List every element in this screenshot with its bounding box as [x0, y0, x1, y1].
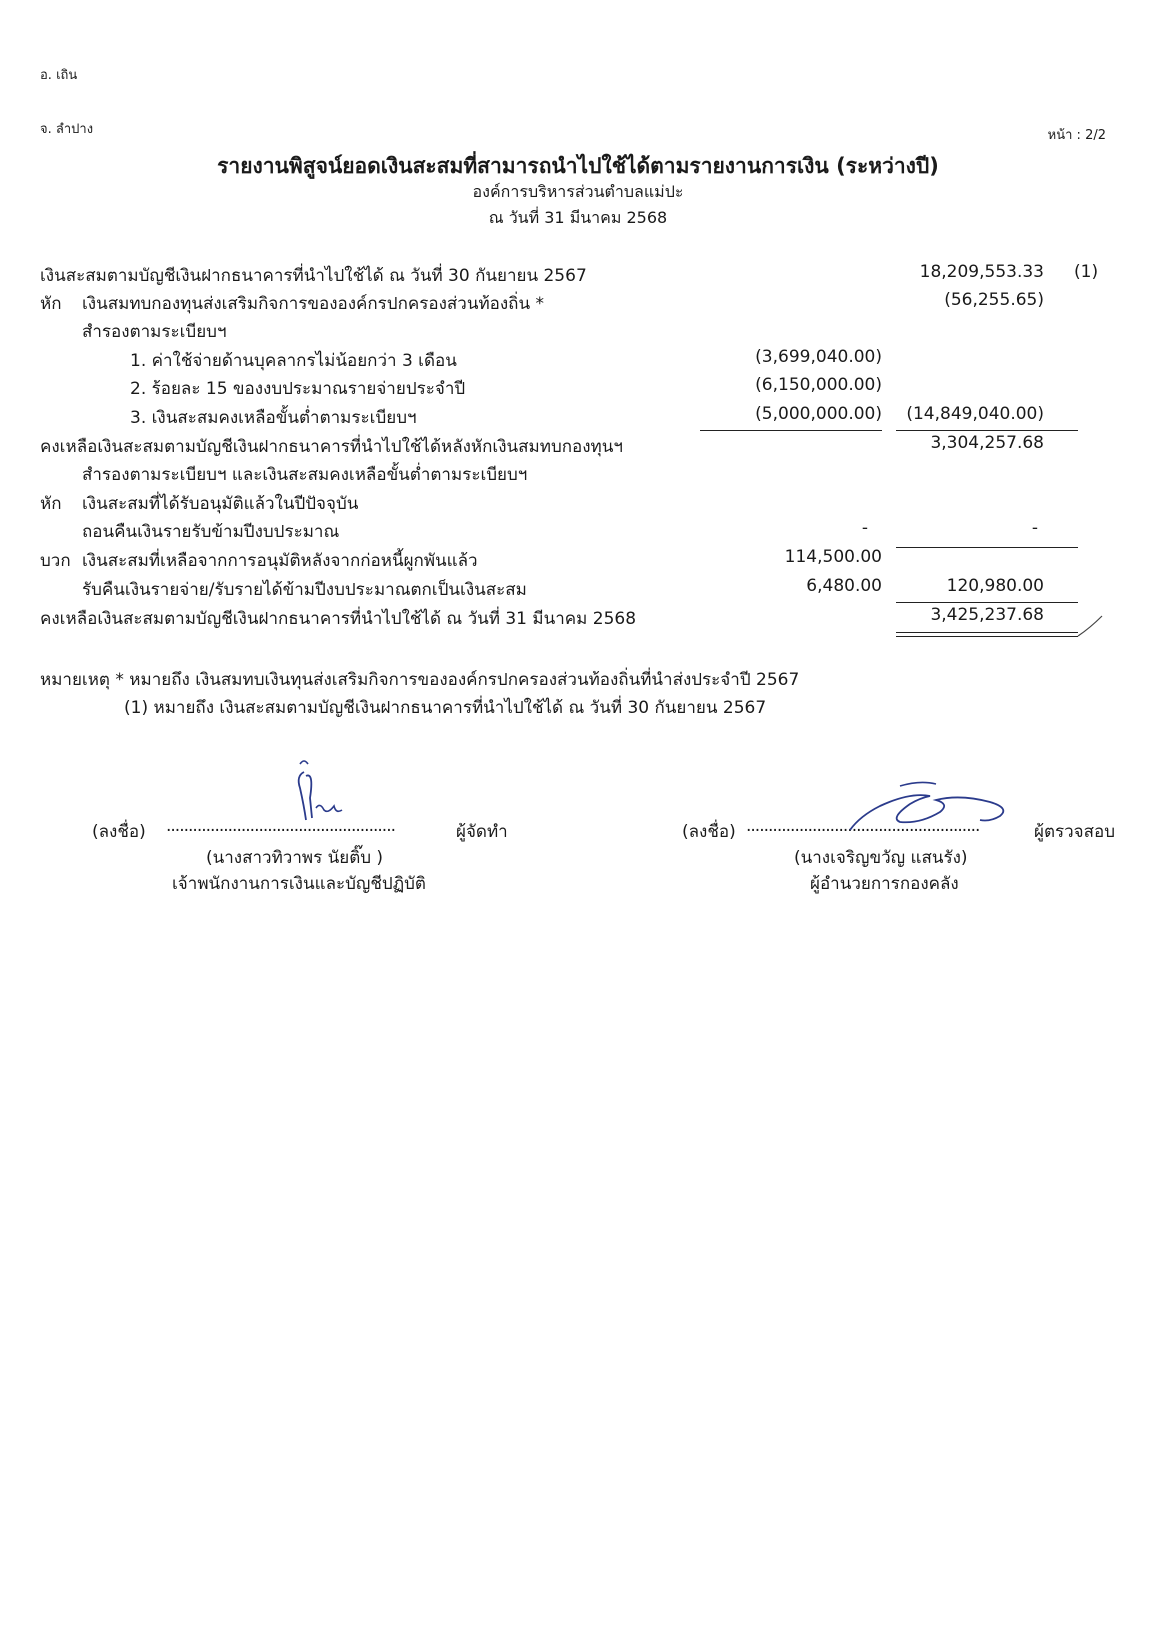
row-reserve-heading: สำรองตามระเบียบฯ [82, 322, 227, 342]
row-fund-contribution-label: เงินสมทบกองทุนส่งเสริมกิจการขององค์กรปกครองส่วนท้องถิ่น * [82, 294, 544, 314]
row-approved-current-year-label: เงินสะสมที่ได้รับอนุมัติแล้วในปีปัจจุบัน [82, 494, 359, 514]
row-closing-balance-label: คงเหลือเงินสะสมตามบัญชีเงินฝากธนาคารที่นำไปใช้ได้ ณ วันที่ 31 มีนาคม 2568 [40, 609, 637, 629]
left-sign-role: ผู้จัดทำ [456, 822, 508, 842]
row-fund-contribution-total: (56,255.65) [944, 290, 1044, 310]
subtotal-underline-amount [700, 430, 882, 431]
right-sign-role: ผู้ตรวจสอบ [1034, 822, 1116, 842]
row-deduct-approved-prefix: หัก [40, 494, 62, 514]
left-signature-scribble [290, 758, 360, 828]
row-opening-balance-ref: (1) [1074, 262, 1099, 282]
row-refund-cross-year-label: ถอนคืนเงินรายรับข้ามปีงบประมาณ [82, 522, 340, 542]
organization-name: องค์การบริหารส่วนตำบลแม่ปะ [472, 182, 684, 201]
row-add-prefix: บวก [40, 551, 71, 571]
row-remaining-after-commitment-label: เงินสะสมที่เหลือจากการอนุมัติหลังจากก่อหนี้ผูกพันแล้ว [82, 551, 478, 571]
right-signer-position: ผู้อำนวยการกองคลัง [810, 874, 959, 894]
row-budget-15pct-amount: (6,150,000.00) [755, 375, 882, 395]
row-balance-after-deduction-label: คงเหลือเงินสะสมตามบัญชีเงินฝากธนาคารที่นำไปใช้ได้หลังหักเงินสมทบกองทุนฯ [40, 437, 623, 457]
row-minimum-reserve-amount: (5,000,000.00) [755, 404, 882, 424]
subtotal-underline-total [896, 430, 1078, 431]
right-signature-scribble [840, 776, 1020, 836]
page-number: หน้า : 2/2 [1047, 128, 1106, 143]
row-personnel-expense-label: 1. ค่าใช้จ่ายด้านบุคลากรไม่น้อยกว่า 3 เดือน [130, 351, 457, 371]
closing-double-underline-2 [896, 636, 1078, 637]
add-underline-total [896, 602, 1078, 603]
left-signer-position: เจ้าพนักงานการเงินและบัญชีปฏิบัติ [172, 874, 426, 894]
left-sign-line: .................................................... [166, 816, 395, 836]
row-minimum-reserve-label: 3. เงินสะสมคงเหลือขั้นต่ำตามระเบียบฯ [130, 408, 417, 428]
row-returned-expense-amount: 6,480.00 [806, 576, 882, 596]
right-signer-name: (นางเจริญขวัญ แสนรัง) [794, 848, 968, 868]
row-budget-15pct-label: 2. ร้อยละ 15 ของงบประมาณรายจ่ายประจำปี [130, 379, 466, 399]
row-returned-expense-total: 120,980.00 [946, 576, 1044, 596]
footnote-asterisk: หมายเหตุ * หมายถึง เงินสมทบเงินทุนส่งเสริมกิจการขององค์กรปกครองส่วนท้องถิ่นที่นำส่งประจำปี 2567 [40, 670, 800, 690]
row-refund-cross-year-amount: - [861, 518, 868, 538]
right-sign-line: ..................................................... [746, 816, 980, 836]
row-returned-expense-label: รับคืนเงินรายจ่าย/รับรายได้ข้ามปีงบประมาณตกเป็นเงินสะสม [82, 580, 527, 600]
row-refund-cross-year-total: - [1031, 518, 1038, 538]
row-deduct-prefix: หัก [40, 294, 62, 314]
footnote-reference-1: (1) หมายถึง เงินสะสมตามบัญชีเงินฝากธนาคารที่นำไปใช้ได้ ณ วันที่ 30 กันยายน 2567 [124, 698, 767, 718]
province-label: จ. ลำปาง [40, 122, 94, 137]
left-sign-label: (ลงชื่อ) [92, 822, 146, 842]
row-minimum-reserve-total: (14,849,040.00) [906, 404, 1044, 424]
district-label: อ. เถิน [40, 68, 78, 83]
row-remaining-after-commitment-amount: 114,500.00 [784, 547, 882, 567]
report-date: ณ วันที่ 31 มีนาคม 2568 [488, 208, 668, 227]
row-opening-balance-label: เงินสะสมตามบัญชีเงินฝากธนาคารที่นำไปใช้ได้ ณ วันที่ 30 กันยายน 2567 [40, 266, 587, 286]
row-personnel-expense-amount: (3,699,040.00) [755, 347, 882, 367]
report-title: รายงานพิสูจน์ยอดเงินสะสมที่สามารถนำไปใช้ได้ตามรายงานการเงิน (ระหว่างปี) [217, 154, 939, 178]
deduct-underline-total [896, 547, 1078, 548]
row-balance-after-deduction-total: 3,304,257.68 [930, 433, 1044, 453]
row-closing-balance-total: 3,425,237.68 [930, 605, 1044, 625]
closing-double-underline-1 [896, 632, 1078, 633]
right-sign-label: (ลงชื่อ) [682, 822, 736, 842]
row-balance-after-deduction-continued: สำรองตามระเบียบฯ และเงินสะสมคงเหลือขั้นต่ำตามระเบียบฯ [82, 465, 528, 485]
left-signer-name: (นางสาวทิวาพร นัยติ๊บ ) [206, 848, 384, 868]
row-opening-balance-total: 18,209,553.33 [919, 262, 1044, 282]
check-mark-icon [1076, 612, 1106, 640]
